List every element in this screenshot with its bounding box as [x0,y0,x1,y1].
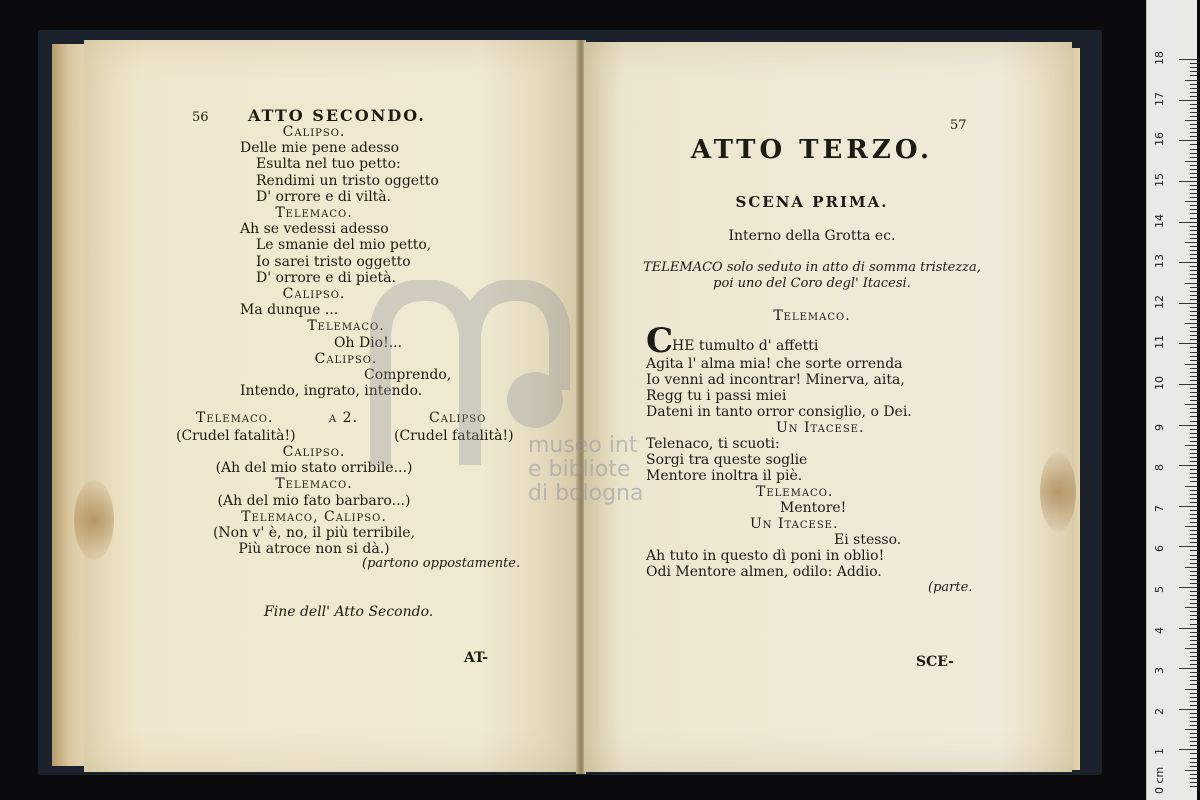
ruler-minor-tick [1190,550,1197,551]
ruler-number: 13 [1153,254,1166,269]
duet-line-left: (Crudel fatalità!) [176,428,296,444]
speaker-itacese: Un Itacese. [776,420,865,436]
ruler-minor-tick [1190,619,1197,620]
ruler-number: 8 [1153,464,1166,472]
ruler-tick [1179,303,1197,304]
ruler-minor-tick [1190,315,1197,316]
ruler-number: 1 [1153,748,1166,756]
ruler-minor-tick [1190,75,1197,76]
ruler-minor-tick [1190,473,1197,474]
ruler-minor-tick [1190,295,1197,296]
ruler-minor-tick [1190,299,1197,300]
ruler-minor-tick [1190,218,1197,219]
ruler-tick [1179,140,1197,141]
ruler-number: 14 [1153,213,1166,228]
stage-direction-1: TELEMACO solo seduto in atto di somma tristezza, [643,260,981,275]
ruler-minor-tick [1190,197,1197,198]
ruler-minor-tick [1185,770,1197,771]
ruler-minor-tick [1190,258,1197,259]
ruler-number: 11 [1153,335,1166,350]
ruler-minor-tick [1190,753,1197,754]
ruler-tick [1179,384,1197,385]
ruler-minor-tick [1185,364,1197,365]
ruler-minor-tick [1185,648,1197,649]
ruler-minor-tick [1190,278,1197,279]
ruler-tick [1179,465,1197,466]
ruler-minor-tick [1190,408,1197,409]
ruler-minor-tick [1190,453,1197,454]
ruler-minor-tick [1190,433,1197,434]
duet-line-right: (Crudel fatalità!) [394,428,514,444]
ruler-number: 3 [1153,667,1166,675]
ruler-minor-tick [1185,445,1197,446]
ruler-minor-tick [1185,161,1197,162]
speaker-name: Telemaco. [275,205,353,221]
ruler-minor-tick [1190,67,1197,68]
measurement-ruler [1146,0,1197,800]
ruler-minor-tick [1185,729,1197,730]
verse: Dateni in tanto orror consiglio, o Dei. [646,404,912,420]
ruler-minor-tick [1190,254,1197,255]
ruler-minor-tick [1190,112,1197,113]
ruler-minor-tick [1190,701,1197,702]
ruler-minor-tick [1190,124,1197,125]
ruler-number: 12 [1153,294,1166,309]
ruler-minor-tick [1190,680,1197,681]
ruler-minor-tick [1190,477,1197,478]
speaker-name: Telemaco, Calipso. [241,508,387,525]
ruler-minor-tick [1190,758,1197,759]
verse-line: D' orrore e di viltà. [256,188,392,205]
ruler-number: 2 [1153,707,1166,715]
ruler-minor-tick [1190,518,1197,519]
ruler-tick [1179,506,1197,507]
ruler-minor-tick [1190,579,1197,580]
verse-line: Esulta nel tuo petto: [256,156,401,173]
verse-line: (Ah del mio fato barbaro...) [217,492,411,509]
ruler-minor-tick [1190,542,1197,543]
ruler-minor-tick [1190,591,1197,592]
ruler-minor-tick [1190,92,1197,93]
ruler-minor-tick [1185,567,1197,568]
catchword: SCE- [916,654,954,670]
ruler-minor-tick [1190,457,1197,458]
ruler-minor-tick [1190,656,1197,657]
ruler-minor-tick [1190,632,1197,633]
ruler-minor-tick [1190,693,1197,694]
ruler-number: 15 [1153,173,1166,187]
verse-line: (Non v' è, no, il più terribile, [212,525,416,541]
verse-line: Più atroce non si dà.) [238,541,390,558]
ruler-minor-tick [1190,266,1197,267]
ruler-minor-tick [1190,664,1197,665]
ruler-minor-tick [1185,283,1197,284]
ruler-minor-tick [1190,510,1197,511]
ruler-minor-tick [1190,494,1197,495]
ruler-minor-tick [1190,63,1197,64]
ruler-tick [1179,425,1197,426]
ruler-minor-tick [1190,136,1197,137]
ruler-minor-tick [1190,319,1197,320]
ruler-minor-tick [1190,538,1197,539]
ruler-minor-tick [1190,392,1197,393]
ruler-number: 4 [1153,626,1166,634]
duet-marker: a 2. [329,410,359,426]
ruler-minor-tick [1185,689,1197,690]
ruler-minor-tick [1190,741,1197,742]
ruler-minor-tick [1190,583,1197,584]
ruler-minor-tick [1185,486,1197,487]
ruler-number: 5 [1153,586,1166,593]
verse: Odi Mentore almen, odilo: Addio. [646,564,882,580]
ruler-minor-tick [1185,404,1197,405]
ruler-minor-tick [1190,636,1197,637]
ruler-minor-tick [1190,71,1197,72]
ruler-minor-tick [1190,327,1197,328]
speaker-telemaco: Telemaco. [756,484,834,500]
ruler-minor-tick [1190,209,1197,210]
ruler-number: 18 [1153,51,1166,66]
speaker-name: Calipso. [282,286,346,302]
ruler-minor-tick [1190,469,1197,470]
verse: Mentore inoltra il piè. [646,468,803,484]
speaker-name: Telemaco. [275,476,353,493]
speaker-name: Calipso. [314,350,378,367]
ruler-tick [1179,546,1197,547]
ruler-minor-tick [1190,307,1197,308]
ruler-minor-tick [1190,502,1197,503]
ruler-minor-tick [1190,128,1197,129]
ruler-tick [1179,181,1197,182]
ruler-minor-tick [1190,88,1197,89]
verse-line: (Ah del mio stato orribile...) [215,460,413,477]
ruler-number: 17 [1153,91,1166,106]
exit-direction: (parte. [928,580,973,595]
ruler-tick [1179,668,1197,669]
ruler-minor-tick [1190,603,1197,604]
verse-line: Ah se vedessi adesso [240,221,389,238]
ruler-minor-tick [1185,242,1197,243]
ruler-tick [1179,628,1197,629]
ruler-minor-tick [1190,311,1197,312]
ruler-minor-tick [1190,778,1197,779]
ruler-tick [1179,709,1197,710]
verse: Regg tu i passi miei [646,388,787,404]
ruler-minor-tick [1190,226,1197,227]
watermark-text-2: e bibliote [528,457,631,482]
verse-line: Rendimi un tristo oggetto [256,172,439,189]
verse-line: D' orrore e di pietà. [256,269,396,286]
ruler-minor-tick [1190,599,1197,600]
ruler-minor-tick [1190,530,1197,531]
verse-line: Intendo, ingrato, intendo. [240,383,423,400]
ruler-minor-tick [1190,400,1197,401]
ruler-minor-tick [1190,733,1197,734]
ruler-minor-tick [1190,84,1197,85]
ruler-minor-tick [1185,607,1197,608]
ruler-minor-tick [1190,416,1197,417]
ruler-minor-tick [1190,356,1197,357]
ruler-minor-tick [1190,697,1197,698]
page-number: 57 [950,118,967,133]
ruler-minor-tick [1190,396,1197,397]
ruler-minor-tick [1190,372,1197,373]
ruler-minor-tick [1190,490,1197,491]
ruler-minor-tick [1190,287,1197,288]
speaker-name: Telemaco. [307,318,385,335]
ruler-tick [1179,343,1197,344]
ruler-minor-tick [1190,624,1197,625]
ruler-minor-tick [1190,234,1197,235]
stage-direction-2: poi uno del Coro degl' Itacesi. [713,276,911,291]
ruler-minor-tick [1190,230,1197,231]
ruler-unit-label: 0 cm [1153,766,1166,794]
ruler-minor-tick [1190,339,1197,340]
ruler-minor-tick [1190,449,1197,450]
ruler-minor-tick [1190,368,1197,369]
ruler-minor-tick [1190,514,1197,515]
ruler-minor-tick [1190,721,1197,722]
ruler-tick [1179,59,1197,60]
ruler-minor-tick [1190,725,1197,726]
end-of-act-note: Fine dell' Atto Secondo. [264,604,434,620]
ruler-minor-tick [1190,441,1197,442]
ruler-minor-tick [1190,177,1197,178]
ruler-minor-tick [1190,205,1197,206]
speaker-name: Calipso. [282,444,346,460]
ruler-minor-tick [1190,173,1197,174]
verse: Telenaco, ti scuoti: [646,436,780,452]
ruler-minor-tick [1185,526,1197,527]
ruler-minor-tick [1190,116,1197,117]
ruler-minor-tick [1190,380,1197,381]
page-number: 56 [192,110,209,125]
ruler-minor-tick [1190,185,1197,186]
ruler-minor-tick [1190,766,1197,767]
ruler-tick [1179,100,1197,101]
ruler-minor-tick [1190,611,1197,612]
verse: Sorgi tra queste soglie [646,452,808,468]
ruler-minor-tick [1190,347,1197,348]
ruler-minor-tick [1190,563,1197,564]
ruler-minor-tick [1190,388,1197,389]
verse: Ei stesso. [834,532,902,548]
ruler-minor-tick [1190,555,1197,556]
ruler-minor-tick [1190,705,1197,706]
ruler-minor-tick [1190,640,1197,641]
ruler-minor-tick [1190,189,1197,190]
ruler-minor-tick [1190,331,1197,332]
ruler-minor-tick [1190,676,1197,677]
ruler-minor-tick [1190,522,1197,523]
ruler-minor-tick [1190,575,1197,576]
drop-cap: C [646,321,674,361]
ruler-minor-tick [1190,335,1197,336]
speaker-name: Calipso. [282,124,346,140]
ruler-tick [1179,749,1197,750]
ruler-minor-tick [1190,376,1197,377]
duet-speaker-left: Telemaco. [196,410,274,426]
ruler-minor-tick [1190,534,1197,535]
ruler-minor-tick [1190,144,1197,145]
stain-mark [1040,452,1076,532]
first-verse: HE tumulto d' affetti [672,338,819,354]
ruler-minor-tick [1190,786,1197,787]
ruler-minor-tick [1190,96,1197,97]
verse-line: Le smanie del mio petto, [256,237,432,254]
ruler-tick [1179,587,1197,588]
ruler-minor-tick [1190,149,1197,150]
ruler-minor-tick [1190,652,1197,653]
ruler-minor-tick [1190,352,1197,353]
ruler-minor-tick [1190,153,1197,154]
verse: Io venni ad incontrar! Minerva, aita, [646,372,905,388]
ruler-minor-tick [1190,644,1197,645]
ruler-minor-tick [1190,762,1197,763]
scene-title: SCENA PRIMA. [735,193,889,211]
verse: Agita l' alma mia! che sorte orrenda [646,356,903,372]
ruler-minor-tick [1190,360,1197,361]
ruler-minor-tick [1190,193,1197,194]
ruler-minor-tick [1190,165,1197,166]
ruler-minor-tick [1190,132,1197,133]
ruler-minor-tick [1190,660,1197,661]
speaker-telemaco: Telemaco. [773,308,851,324]
watermark-text-1: museo int [528,433,638,458]
ruler-minor-tick [1185,80,1197,81]
running-head: ATTO SECONDO. [248,106,426,125]
ruler-minor-tick [1190,250,1197,251]
verse: Mentore! [780,500,847,516]
ruler-minor-tick [1190,672,1197,673]
ruler-minor-tick [1190,157,1197,158]
watermark-text-3: di bologna [528,481,644,506]
ruler-minor-tick [1185,120,1197,121]
verse-line: Oh Dio!... [334,334,403,351]
ruler-minor-tick [1190,559,1197,560]
act-title: ATTO TERZO. [690,135,934,165]
ruler-minor-tick [1185,201,1197,202]
ruler-tick [1179,222,1197,223]
ruler-minor-tick [1190,717,1197,718]
scene-setting: Interno della Grotta ec. [728,228,896,244]
ruler-minor-tick [1190,274,1197,275]
ruler-minor-tick [1190,437,1197,438]
duet-speaker-right: Calipso [429,410,487,426]
speaker-itacese: Un Itacese. [750,516,839,532]
ruler-minor-tick [1190,684,1197,685]
ruler-minor-tick [1190,213,1197,214]
ruler-minor-tick [1190,270,1197,271]
stain-mark [74,480,114,560]
ruler-minor-tick [1185,323,1197,324]
ruler-minor-tick [1190,421,1197,422]
ruler-number: 7 [1153,504,1166,512]
ruler-minor-tick [1190,571,1197,572]
verse: Ah tuto in questo dì poni in oblio! [646,548,885,564]
ruler-minor-tick [1190,291,1197,292]
ruler-minor-tick [1190,461,1197,462]
catchword: AT- [464,650,489,666]
ruler-minor-tick [1190,169,1197,170]
ruler-minor-tick [1190,713,1197,714]
ruler-number: 16 [1153,132,1166,147]
verse-line: Delle mie pene adesso [240,140,400,157]
ruler-tick [1179,262,1197,263]
ruler-number: 9 [1153,423,1166,431]
ruler-minor-tick [1190,745,1197,746]
ruler-minor-tick [1190,615,1197,616]
ruler-minor-tick [1190,595,1197,596]
ruler-number: 10 [1153,376,1166,390]
ruler-minor-tick [1190,108,1197,109]
ruler-minor-tick [1190,429,1197,430]
ruler-minor-tick [1190,481,1197,482]
ruler-minor-tick [1190,412,1197,413]
stage-direction: (partono oppostamente. [362,556,521,571]
ruler-minor-tick [1190,246,1197,247]
verse-line: Io sarei tristo oggetto [256,253,411,270]
ruler-minor-tick [1190,104,1197,105]
ruler-minor-tick [1190,774,1197,775]
ruler-minor-tick [1190,498,1197,499]
ruler-minor-tick [1190,238,1197,239]
ruler-number: 6 [1153,545,1166,553]
right-page [584,42,1072,772]
verse-line: Ma dunque ... [240,302,339,319]
verse-line: Comprendo, [364,367,452,383]
ruler-minor-tick [1190,782,1197,783]
ruler-minor-tick [1190,737,1197,738]
